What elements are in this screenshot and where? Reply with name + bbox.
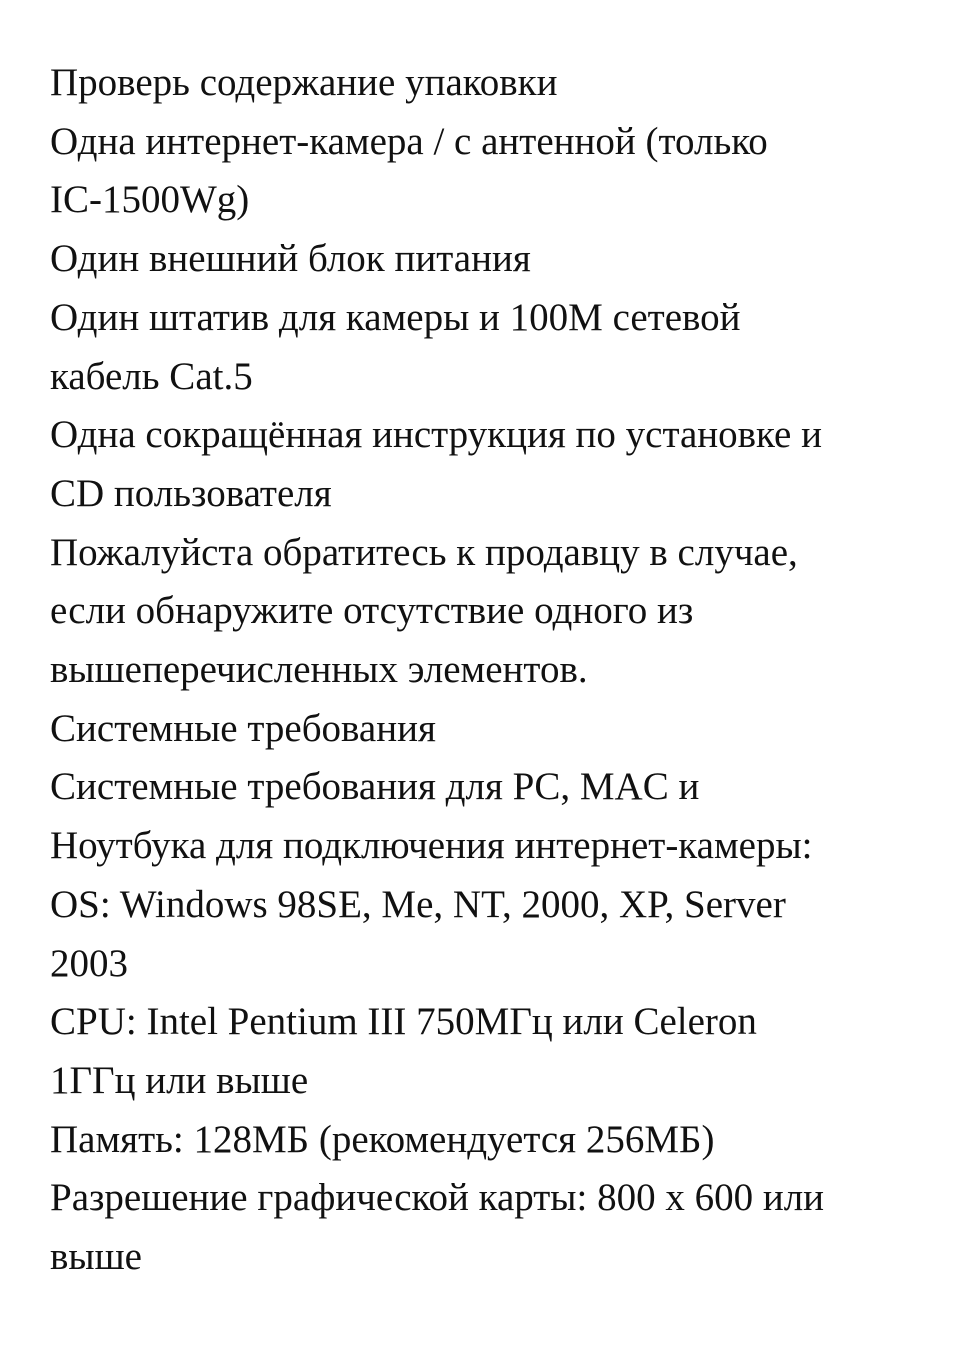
- item-power-supply: Один внешний блок питания: [50, 237, 531, 281]
- item-stand-cable-line-1: Один штатив для камеры и 100M сетевой: [50, 295, 741, 339]
- item-stand-cable-line-2: кабель Cat.5: [50, 354, 253, 398]
- item-guide-cd-line-1: Одна сокращённая инструкция по установке и: [50, 413, 822, 457]
- item-guide-cd-line-2: CD пользователя: [50, 471, 332, 515]
- document-body: [50, 54, 910, 1287]
- package-contents-heading: Проверь содержание упаковки: [50, 61, 558, 104]
- item-camera-line-1: Одна интернет-камера / с антенной (только: [50, 119, 768, 163]
- missing-items-note-line-3: вышеперечисленных элементов.: [50, 648, 588, 692]
- item-camera-line-2: IC-1500Wg): [50, 178, 250, 222]
- requirement-cpu-line-2: 1ГГц или выше: [50, 1058, 309, 1102]
- missing-items-note-line-1: Пожалуйста обратитесь к продавцу в случае,: [50, 530, 798, 574]
- requirement-os-line-1: OS: Windows 98SE, Me, NT, 2000, XP, Server: [50, 882, 786, 926]
- requirement-resolution-line-1: Разрешение графической карты: 800 x 600 или: [50, 1176, 825, 1220]
- missing-items-note-line-2: если обнаружите отсутствие одного из: [50, 589, 694, 633]
- system-requirements-heading: Системные требования: [50, 706, 436, 750]
- requirement-os-line-2: 2003: [50, 941, 128, 985]
- requirements-intro-line-1: Системные требования для PC, MAC и: [50, 765, 700, 809]
- requirement-cpu-line-1: CPU: Intel Pentium III 750МГц или Celeron: [50, 1000, 757, 1044]
- requirement-memory: Память: 128МБ (рекомендуется 256МБ): [50, 1117, 715, 1161]
- requirement-resolution-line-2: выше: [50, 1235, 142, 1279]
- requirements-intro-line-2: Ноутбука для подключения интернет-камеры:: [50, 824, 813, 868]
